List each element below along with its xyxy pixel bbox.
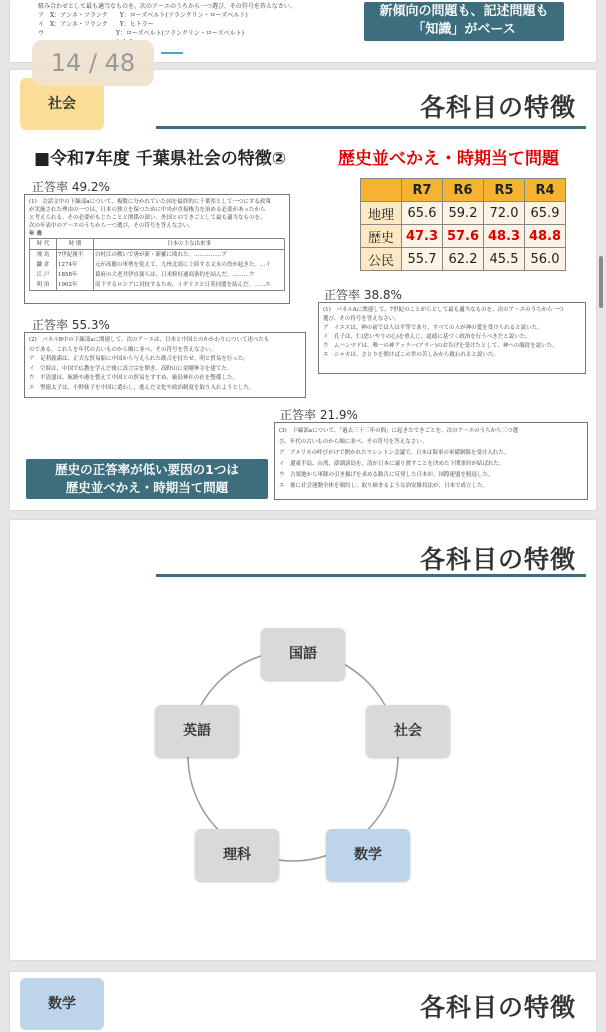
node-science[interactable]: 理科 (195, 829, 279, 881)
subject-tag-social: 社会 (20, 78, 104, 130)
table-cell: 1274年 (57, 260, 94, 270)
table-row (361, 248, 566, 271)
rate-cell: 65.9 (525, 202, 566, 225)
question-line: ア 足利義満は、正式な貿易船に中国から与えられた勘合を持たせ、明と貿易を行った。 (29, 356, 249, 362)
question-line: のである。これらを年代の古いものから順に並べ、その符号を答えなさい。 (29, 346, 217, 353)
page-counter: 14 / 48 (32, 40, 154, 86)
node-math[interactable]: 数学 (326, 829, 410, 881)
rate-cell-highlight: 48.8 (525, 225, 566, 248)
callout-line: 歴史並べかえ・時期当て問題 (65, 480, 229, 495)
knowledge-callout (364, 2, 564, 41)
rate-cell: 55.7 (402, 248, 443, 271)
node-social[interactable]: 社会 (366, 705, 450, 757)
table-cell: 元が高麗の軍勢を従えて、九州北部に上陸する文永の役が起きた。…イ (94, 260, 285, 270)
table-row (30, 239, 285, 250)
table-row (30, 260, 285, 270)
table-header-cell: R6 (443, 179, 484, 202)
question-line: イ 遼東半島、台湾、澎湖諸島を、清が日本に譲り渡すことを決めた下関条約が結ばれた。 (279, 461, 505, 467)
question-line: (1) 会話文中の下線部aについて、複数に分かれていた国を最終的に千葉県として一つにする政策 (29, 199, 271, 205)
slide-heading-highlight: 歴史並べかえ・時期当て問題 (338, 149, 559, 169)
correct-rate-q2: 正答率 55.3% (32, 318, 110, 332)
callout-line: 歴史の正答率が低い要因の1つは (55, 462, 239, 477)
table-row (30, 250, 285, 261)
slide-math[interactable] (10, 972, 596, 1032)
table-row (30, 270, 285, 280)
question-line: ア アメリカの呼びかけで開かれたワシントン会議で、日本は海軍の軍備制限を受け入れた。 (279, 450, 510, 456)
table-cell: 1858年 (57, 270, 94, 280)
text-line: 組み合わせとして最も適当なものを、次のア～エのうちから一つ選び、その符号を答えなさい。 (38, 3, 296, 10)
question-line: エ シャカは、さとりを開けばこの世の苦しみから救われると説いた。 (323, 352, 499, 358)
slide-title: 各科目の特徴 (419, 93, 576, 122)
question-line: び、年代の古いものから順に並べ、その符号を答えなさい。 (279, 439, 428, 445)
table-cell: 1902年 (57, 280, 94, 291)
table-cell: 江 戸 (30, 270, 57, 280)
question-line: と考えられる。その必要がもじたことと関係の深い、外国とのできごとして最も適当なものを、 (29, 215, 266, 221)
question-line: ウ 占領地から軍隊の引き揚げを求める勧告に反発した日本が、国際連盟を脱退した。 (279, 472, 494, 478)
question-line: 選び、その符号を答えなさい。 (323, 316, 400, 322)
question-line: エ 後に社会運動全体を制約し、取り締まるような治安維持法が、日本で成立した。 (279, 483, 489, 489)
text-line: ウ Y：ローズベルト(フランクリン・ローズベルト) (38, 30, 244, 37)
slide-title: 各科目の特徴 (419, 545, 576, 574)
question-line: (1) パネルAに関連して、7世紀のことがらとして最も適当なものを、次のア～エのうちから一つ (323, 307, 564, 313)
rate-cell: 59.2 (443, 202, 484, 225)
table-cell: 南下するロシアに対抗するため、イギリスと日英同盟を結んだ。……エ (94, 280, 285, 291)
timeline-table (29, 238, 285, 291)
rate-cell: 56.0 (525, 248, 566, 271)
rate-cell: 45.5 (484, 248, 525, 271)
node-japanese[interactable]: 国語 (261, 628, 345, 680)
slide-subject-cycle[interactable] (10, 520, 596, 960)
question-line: が実施された理由の一つは、日本の独立を保つために中央が直接権力を治める必要があったから (29, 207, 266, 213)
table-header-cell: 時 代 (30, 239, 57, 250)
correct-rate-q1: 正答率 49.2% (32, 180, 110, 194)
table-cell: 白村江の戦いで唐が新・新羅に敗れた。……………ア (94, 250, 285, 261)
underline-marker (161, 52, 183, 54)
table-cell: 幕府の大老井伊直弼らは、日米修好通商条約を結んだ。………ウ (94, 270, 285, 280)
table-header-row (361, 179, 566, 202)
cycle-circle (10, 520, 596, 960)
scrollbar-thumb[interactable] (599, 256, 603, 308)
slide-title: 各科目の特徴 (419, 993, 576, 1022)
question-line: 次の年表中のア～エのうちから一つ選び、その符号を答えなさい。 (29, 223, 194, 229)
title-underline (156, 126, 586, 129)
table-header-cell: R5 (484, 179, 525, 202)
subject-cell: 地理 (361, 202, 402, 225)
table-header-cell: R4 (525, 179, 566, 202)
table-header-cell: R7 (402, 179, 443, 202)
table-cell: 7世紀後半 (57, 250, 94, 261)
table-cell: 飛 鳥 (30, 250, 57, 261)
subject-tag-math: 数学 (20, 978, 104, 1030)
table-header-cell: 日本の主な出来事 (94, 239, 285, 250)
callout-line: 新傾向の問題も、記述問題も (379, 4, 549, 19)
table-cell: 鎌 倉 (30, 260, 57, 270)
question-line: エ 聖徳太子は、小野妹子を中国に遣わし、進んだ文化や政治制度を取り入れようとした。 (29, 384, 255, 391)
question-box-q1 (24, 194, 290, 304)
question-line: ウ 平清盛は、航路や港を整えて中国との貿易をすすめ、厳島神社の社を整備した。 (29, 375, 238, 381)
rate-cell: 62.2 (443, 248, 484, 271)
text-line: イ X：アンネ・フランク Y：ヒトラー (38, 21, 154, 28)
correct-rate-q4: 正答率 21.9% (280, 408, 358, 422)
question-line: ウ ムハンマドは、唯一の神アッラー(アラー)のお告げを受けたとして、神への服従を説いた。 (323, 343, 558, 349)
table-row (361, 202, 566, 225)
table-label: 年 表 (29, 231, 42, 237)
node-english[interactable]: 英語 (155, 705, 239, 757)
table-header-cell (361, 179, 402, 202)
question-box-q4 (274, 422, 588, 500)
subject-cell: 歴史 (361, 225, 402, 248)
table-header-cell: 時 期 (57, 239, 94, 250)
question-line: (3) 下線部aについて、「過去三十三年の間」に起きたできごとを、次のア～エのうちから三つ選 (279, 428, 519, 434)
history-callout (26, 459, 268, 499)
rate-cell: 72.0 (484, 202, 525, 225)
question-box-q2 (24, 332, 306, 398)
rate-cell-highlight: 57.6 (443, 225, 484, 248)
rate-cell-highlight: 48.3 (484, 225, 525, 248)
table-row (361, 225, 566, 248)
question-line: (2) パネルB中の下線部aに関連して、次のア～エは、日本と中国とのかかわりについて述べたも (29, 337, 270, 343)
question-line: ア イエスは、神の前では人は平等であり、すべての人が神の愛を受けられると説いた。 (323, 325, 543, 331)
correct-rate-table (360, 178, 566, 271)
question-box-q3 (318, 302, 586, 374)
callout-line: 「知識」がベース (412, 22, 516, 37)
question-line: イ 空海は、中国で仏教を学んだ後に真言宗を開き、高野山に金剛峯寺を建てた。 (29, 365, 233, 372)
table-cell: 明 治 (30, 280, 57, 291)
slide-heading: ■令和7年度 千葉県社会の特徴② (34, 149, 287, 169)
text-line: ア X：アンネ・フランク Y：ローズベルト(フランクリン・ローズベルト) (38, 12, 248, 19)
subject-cell: 公民 (361, 248, 402, 271)
rate-cell-highlight: 47.3 (402, 225, 443, 248)
slide-social-studies[interactable] (10, 70, 596, 510)
rate-cell: 65.6 (402, 202, 443, 225)
question-line: イ 孔子は、仁(思いやりの心)を重んじ、道徳に基づく政治を行うべきだと説いた。 (323, 334, 531, 340)
table-row (30, 280, 285, 291)
correct-rate-q3: 正答率 38.8% (324, 288, 402, 302)
